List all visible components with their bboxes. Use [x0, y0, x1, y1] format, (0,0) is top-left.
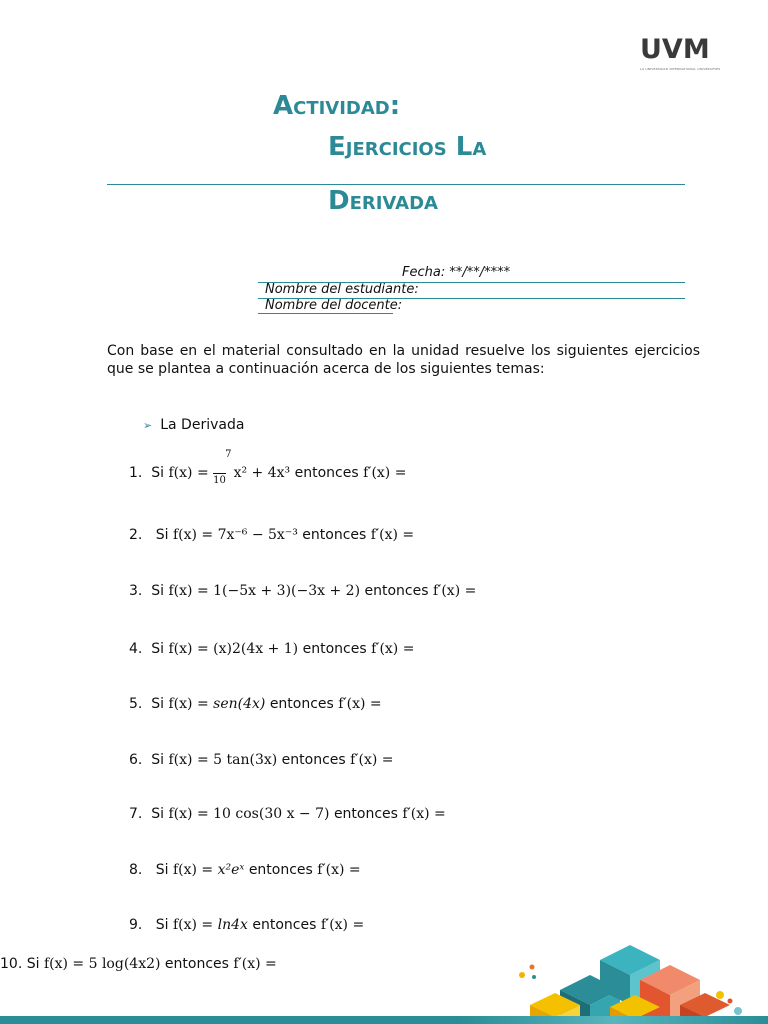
topic-bullet — [143, 417, 244, 433]
exercise-si: Si — [151, 752, 165, 768]
fraction — [213, 449, 232, 486]
exercise-entonces: entonces — [164, 956, 229, 972]
function-expression: f(x) = — [168, 465, 209, 481]
exercise-si: Si — [155, 862, 169, 878]
exercise-entonces: entonces — [302, 527, 367, 543]
exercise-number: 3. — [129, 583, 143, 599]
exercise-entonces: entonces — [302, 641, 367, 657]
exercise-si: Si — [26, 956, 40, 972]
derivative-expression: f′(x) = — [402, 806, 446, 822]
derivative-expression: f′(x) = — [233, 956, 277, 972]
fecha-field: Fecha: **/**/**** — [402, 265, 511, 280]
function-expression: f(x) = — [43, 956, 85, 972]
title-line-2: Ejercicios La — [328, 132, 487, 162]
exercise-si: Si — [155, 527, 169, 543]
exercise-1 — [129, 449, 407, 486]
exercise-si: Si — [151, 465, 165, 481]
topic-label: La Derivada — [160, 417, 245, 433]
intro-paragraph: Con base en el material consultado en la unidad resuelve los siguientes ejercicios que se plantea a continuación acerca de los siguientes temas: — [107, 343, 700, 377]
function-expression: f(x) = — [168, 583, 209, 599]
exercise-si: Si — [151, 806, 165, 822]
exercise-number: 10. — [0, 956, 23, 972]
function-expression: f(x) = — [168, 696, 209, 712]
fraction-numerator: 7 — [225, 449, 232, 460]
function-expression: f(x) = — [168, 806, 209, 822]
function-rest: 5 log(4x2) — [88, 956, 161, 972]
footer-bar — [0, 1016, 768, 1024]
derivative-expression: f′(x) = — [350, 752, 394, 768]
function-expression: f(x) = — [172, 527, 214, 543]
derivative-expression: f′(x) = — [320, 917, 365, 933]
function-expression: f(x) = — [172, 862, 214, 878]
derivative-expression: f′(x) = — [363, 465, 407, 481]
teacher-rule — [258, 313, 393, 314]
function-rest: 5 tan(3x) — [213, 752, 278, 768]
function-rest: x² + 4x³ — [233, 465, 291, 481]
exercise-entonces: entonces — [252, 917, 317, 933]
exercise-6 — [129, 752, 394, 768]
title-line-3: Derivada — [328, 186, 438, 216]
function-rest: (x)2(4x + 1) — [213, 641, 299, 657]
exercise-entonces: entonces — [333, 806, 398, 822]
logo-subtext: LA UNIVERSIDAD INTERNATIONAL UNIVERSITIES — [640, 67, 721, 71]
derivative-expression: f′(x) = — [432, 583, 477, 599]
function-rest: 10 cos(30 x − 7) — [213, 806, 330, 822]
exercise-9 — [129, 917, 364, 933]
derivative-expression: f′(x) = — [370, 527, 415, 543]
exercise-entonces: entonces — [281, 752, 346, 768]
fraction-denominator: 10 — [213, 475, 226, 486]
exercise-number: 8. — [129, 862, 143, 878]
exercise-number: 9. — [129, 917, 143, 933]
uvm-logo — [638, 34, 721, 72]
exercise-number: 6. — [129, 752, 143, 768]
exercise-4 — [129, 641, 414, 657]
title-rule — [107, 184, 685, 185]
function-rest: x²eˣ — [217, 862, 245, 878]
exercise-number: 7. — [129, 806, 143, 822]
function-rest: sen(4x) — [213, 696, 266, 712]
exercise-entonces: entonces — [248, 862, 313, 878]
function-rest: 7x⁻⁶ − 5x⁻³ — [217, 527, 298, 543]
exercise-3 — [129, 583, 476, 599]
exercise-2 — [129, 527, 414, 543]
arrow-bullet-icon: ➢ — [143, 419, 153, 432]
derivative-expression: f′(x) = — [317, 862, 361, 878]
exercise-5 — [129, 696, 382, 712]
exercise-number: 5. — [129, 696, 143, 712]
exercise-entonces: entonces — [269, 696, 334, 712]
function-expression: f(x) = — [168, 641, 209, 657]
exercise-8 — [129, 862, 361, 878]
exercise-entonces: entonces — [294, 465, 359, 481]
exercise-si: Si — [151, 641, 165, 657]
student-name-field: Nombre del estudiante: — [265, 282, 419, 297]
decorative-cubes-graphic — [500, 935, 768, 1024]
exercise-10 — [0, 956, 277, 972]
exercise-entonces: entonces — [364, 583, 429, 599]
exercise-number: 1. — [129, 465, 143, 481]
teacher-name-field: Nombre del docente: — [265, 298, 403, 313]
logo-text: UVM — [640, 34, 710, 65]
exercise-si: Si — [151, 583, 165, 599]
function-expression: f(x) = — [168, 752, 209, 768]
function-rest: ln4x — [217, 917, 248, 933]
title-line-1: Actividad: — [273, 91, 401, 121]
exercise-7 — [129, 806, 446, 822]
function-rest: 1(−5x + 3)(−3x + 2) — [213, 583, 361, 599]
derivative-expression: f′(x) = — [338, 696, 382, 712]
exercise-si: Si — [151, 696, 165, 712]
exercise-si: Si — [155, 917, 169, 933]
exercise-number: 2. — [129, 527, 143, 543]
exercise-number: 4. — [129, 641, 143, 657]
function-expression: f(x) = — [172, 917, 214, 933]
derivative-expression: f′(x) = — [371, 641, 415, 657]
